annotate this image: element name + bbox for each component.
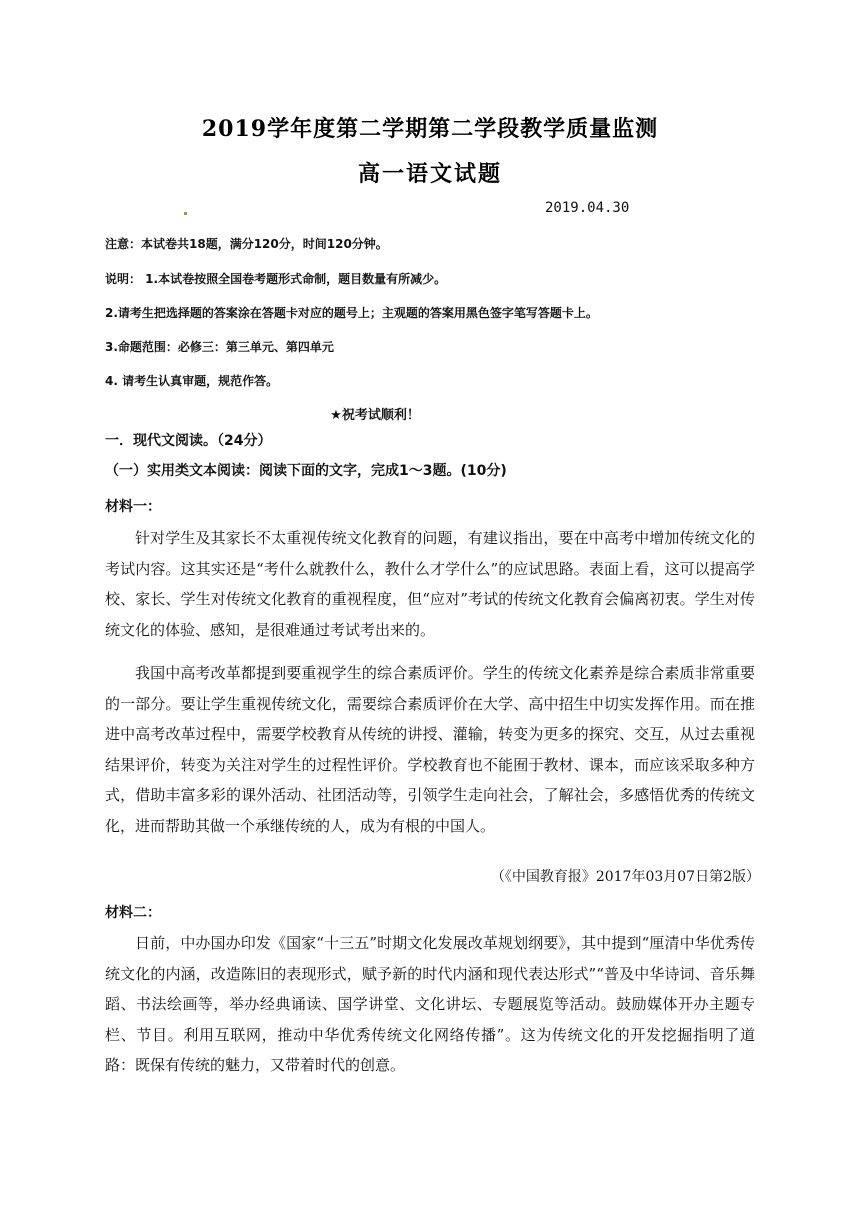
decorative-dot	[184, 212, 187, 215]
section-subheading: （一）实用类文本阅读：阅读下面的文字，完成1～3题。(10分)	[105, 463, 507, 479]
exam-title: 2019学年度第二学期第二学段教学质量监测	[201, 116, 659, 142]
material-one-label: 材料一：	[105, 499, 161, 515]
note-instruction-2: 2.请考生把选择题的答案涂在答题卡对应的题号上；主观题的答案用黑色签字笔写答题卡上。	[105, 306, 598, 320]
material-two-label: 材料二：	[105, 905, 161, 921]
section-heading: 一．现代文阅读。（24分）	[105, 433, 272, 449]
material-two-paragraph-1: 日前，中办国办印发《国家“十三五”时期文化发展改革规划纲要》，其中提到“厘清中华优秀传统文化的内涵，改造陈旧的表现形式，赋予新的时代内涵和现代表达形式”“普及中华诗词、音乐舞蹈、书法绘画等，举办经典诵读、国学讲堂、文化讲坛、专题展览等活动。鼓励媒体开办主题专栏、节目。利用互联网，推动中华优秀传统文化网络传播”。这为传统文化的开发挖掘指明了道路：既保有传统的魅力，又带着时代的创意。	[105, 934, 755, 1074]
note-instruction-3: 3.命题范围：必修三：第三单元、第四单元	[105, 340, 334, 354]
note-attention: 注意：本试卷共18题，满分120分，时间120分钟。	[105, 237, 388, 251]
exam-date: 2019.04.30	[545, 200, 630, 216]
material-one-paragraph-2: 我国中高考改革都提到要重视学生的综合素质评价。学生的传统文化素养是综合素质非常重要的一部分。要让学生重视传统文化，需要综合素质评价在大学、高中招生中切实发挥作用。而在推进中高考改革过程中，需要学校教育从传统的讲授、灌输，转变为更多的探究、交互，从过去重视结果评价，转变为关注对学生的过程性评价。学校教育也不能囿于教材、课本，而应该采取多种方式，借助丰富多彩的课外活动、社团活动等，引领学生走向社会，了解社会，多感悟优秀的传统文化，进而帮助其做一个承继传统的人，成为有根的中国人。	[105, 664, 755, 835]
exam-subtitle: 高一语文试题	[357, 161, 502, 187]
note-instruction-4: 4. 请考生认真审题，规范作答。	[105, 374, 279, 388]
note-instruction-1: 说明： 1.本试卷按照全国卷考题形式命制，题目数量有所减少。	[105, 272, 447, 286]
material-one-paragraph-1: 针对学生及其家长不太重视传统文化教育的问题，有建议指出，要在中高考中增加传统文化的考试内容。这其实还是“考什么就教什么，教什么才学什么”的应试思路。表面上看，这可以提高学校、家长、学生对传统文化教育的重视程度，但“应对”考试的传统文化教育会偏离初衷。学生对传统文化的体验、感知，是很难通过考试考出来的。	[105, 529, 755, 639]
good-luck-message: ★祝考试顺利！	[330, 408, 420, 423]
material-one-source: （《中国教育报》2017年03月07日第2版）	[490, 869, 760, 885]
